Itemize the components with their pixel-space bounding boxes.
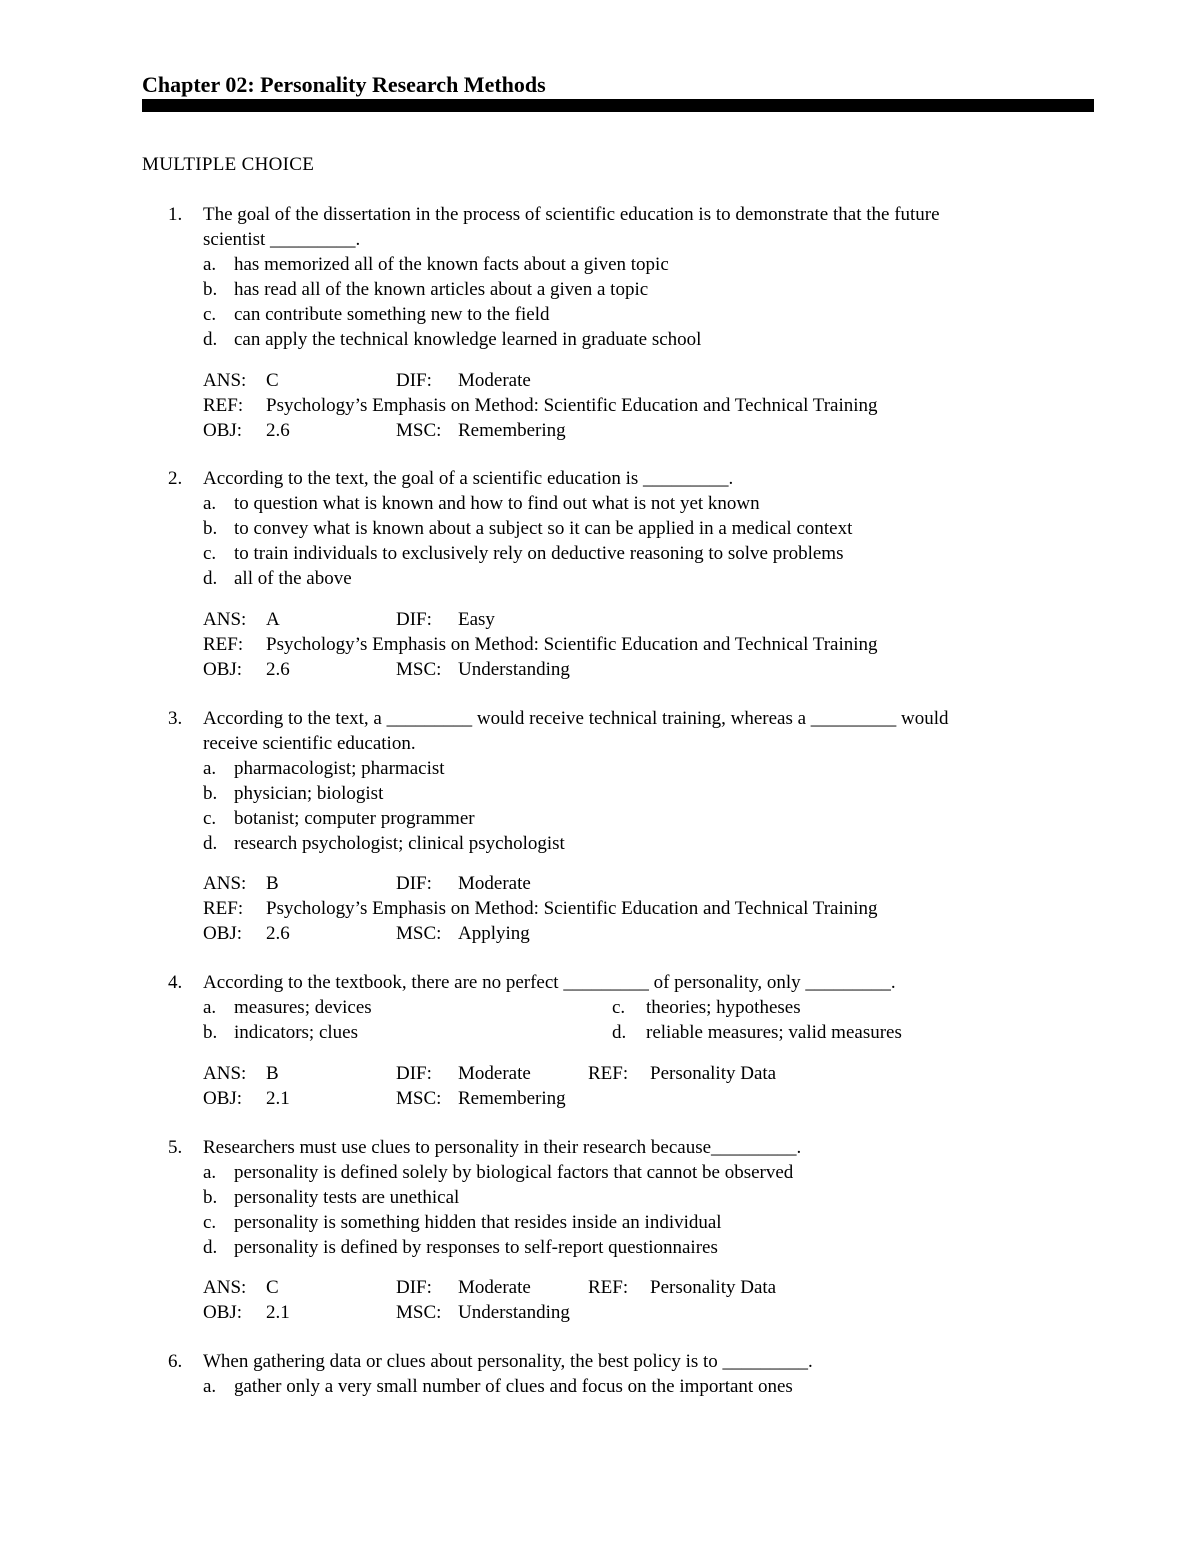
- option-letter: d.: [203, 1237, 218, 1258]
- dif-label: DIF:: [396, 1277, 432, 1298]
- ref-value: Personality Data: [650, 1277, 777, 1298]
- obj-label: OBJ:: [203, 923, 243, 944]
- option-letter: b.: [203, 279, 218, 300]
- option-letter: b.: [203, 518, 218, 539]
- option-text: botanist; computer programmer: [234, 808, 475, 829]
- option-text: has memorized all of the known facts about a given topic: [234, 254, 669, 275]
- obj-label: OBJ:: [203, 1302, 243, 1323]
- dif-label: DIF:: [396, 1063, 432, 1084]
- option-letter: b.: [203, 1022, 218, 1043]
- obj-value: 2.1: [266, 1302, 290, 1323]
- option-text: to convey what is known about a subject so it can be applied in a medical context: [234, 518, 853, 539]
- option-letter: c.: [203, 808, 217, 829]
- option-letter: a.: [203, 1162, 217, 1183]
- option-text: to question what is known and how to find out what is not yet known: [234, 493, 760, 514]
- msc-value: Remembering: [458, 420, 566, 441]
- ref-label: REF:: [203, 898, 244, 919]
- option-letter: a.: [203, 997, 217, 1018]
- obj-value: 2.6: [266, 420, 290, 441]
- question-stem: According to the text, the goal of a scientific education is _________.: [203, 468, 734, 489]
- option-text: to train individuals to exclusively rely on deductive reasoning to solve problems: [234, 543, 844, 564]
- option-letter: d.: [203, 329, 218, 350]
- option-text: reliable measures; valid measures: [646, 1022, 902, 1043]
- question-stem: According to the text, a _________ would receive technical training, whereas a _________ would: [203, 708, 949, 729]
- option-letter: b.: [203, 783, 218, 804]
- option-text: measures; devices: [234, 997, 372, 1018]
- option-text: physician; biologist: [234, 783, 384, 804]
- msc-label: MSC:: [396, 659, 442, 680]
- dif-value: Moderate: [458, 873, 531, 894]
- dif-value: Easy: [458, 609, 495, 630]
- obj-value: 2.6: [266, 659, 290, 680]
- question-number: 6.: [168, 1351, 183, 1372]
- option-letter: c.: [203, 543, 217, 564]
- ref-value: Personality Data: [650, 1063, 777, 1084]
- question-number: 2.: [168, 468, 183, 489]
- title-rule: [142, 99, 1094, 112]
- question-number: 1.: [168, 204, 183, 225]
- obj-label: OBJ:: [203, 659, 243, 680]
- question-stem: receive scientific education.: [203, 733, 416, 754]
- option-letter: c.: [203, 1212, 217, 1233]
- dif-label: DIF:: [396, 873, 432, 894]
- obj-value: 2.6: [266, 923, 290, 944]
- option-text: can contribute something new to the field: [234, 304, 550, 325]
- option-text: personality is defined by responses to self-report questionnaires: [234, 1237, 718, 1258]
- option-letter: a.: [203, 493, 217, 514]
- ans-label: ANS:: [203, 1277, 247, 1298]
- option-letter: c.: [612, 997, 626, 1018]
- msc-value: Applying: [458, 923, 530, 944]
- question-number: 4.: [168, 972, 183, 993]
- ref-value: Psychology’s Emphasis on Method: Scientific Education and Technical Training: [266, 395, 878, 416]
- msc-value: Remembering: [458, 1088, 566, 1109]
- msc-label: MSC:: [396, 1088, 442, 1109]
- option-letter: d.: [203, 568, 218, 589]
- ref-value: Psychology’s Emphasis on Method: Scientific Education and Technical Training: [266, 634, 878, 655]
- msc-value: Understanding: [458, 1302, 570, 1323]
- dif-value: Moderate: [458, 1277, 531, 1298]
- question-stem: The goal of the dissertation in the process of scientific education is to demonstrate that the future: [203, 204, 940, 225]
- chapter-title: Chapter 02: Personality Research Methods: [142, 72, 546, 97]
- option-text: indicators; clues: [234, 1022, 358, 1043]
- option-text: personality is something hidden that resides inside an individual: [234, 1212, 722, 1233]
- ref-label: REF:: [203, 634, 244, 655]
- option-text: theories; hypotheses: [646, 997, 801, 1018]
- msc-label: MSC:: [396, 1302, 442, 1323]
- ref-label: REF:: [588, 1277, 629, 1298]
- option-letter: a.: [203, 1376, 217, 1397]
- ref-label: REF:: [203, 395, 244, 416]
- option-text: all of the above: [234, 568, 352, 589]
- ans-label: ANS:: [203, 370, 247, 391]
- option-letter: d.: [612, 1022, 627, 1043]
- option-text: can apply the technical knowledge learned in graduate school: [234, 329, 702, 350]
- dif-label: DIF:: [396, 370, 432, 391]
- option-letter: d.: [203, 833, 218, 854]
- obj-label: OBJ:: [203, 420, 243, 441]
- ans-value: C: [266, 370, 279, 391]
- question-stem: According to the textbook, there are no perfect _________ of personality, only _________.: [203, 972, 896, 993]
- ans-value: A: [266, 609, 280, 630]
- question-stem: scientist _________.: [203, 229, 361, 250]
- obj-value: 2.1: [266, 1088, 290, 1109]
- section-heading: MULTIPLE CHOICE: [142, 154, 315, 175]
- dif-value: Moderate: [458, 370, 531, 391]
- question-number: 5.: [168, 1137, 183, 1158]
- ans-label: ANS:: [203, 1063, 247, 1084]
- option-letter: b.: [203, 1187, 218, 1208]
- ans-value: B: [266, 1063, 279, 1084]
- msc-label: MSC:: [396, 420, 442, 441]
- question-stem: When gathering data or clues about personality, the best policy is to _________.: [203, 1351, 813, 1372]
- option-text: has read all of the known articles about a given a topic: [234, 279, 649, 300]
- option-text: pharmacologist; pharmacist: [234, 758, 445, 779]
- ans-label: ANS:: [203, 609, 247, 630]
- option-letter: a.: [203, 254, 217, 275]
- question-number: 3.: [168, 708, 183, 729]
- option-letter: a.: [203, 758, 217, 779]
- msc-value: Understanding: [458, 659, 570, 680]
- dif-label: DIF:: [396, 609, 432, 630]
- ans-value: B: [266, 873, 279, 894]
- obj-label: OBJ:: [203, 1088, 243, 1109]
- ans-label: ANS:: [203, 873, 247, 894]
- msc-label: MSC:: [396, 923, 442, 944]
- question-stem: Researchers must use clues to personality in their research because_________.: [203, 1137, 802, 1158]
- option-text: personality tests are unethical: [234, 1187, 460, 1208]
- option-text: gather only a very small number of clues and focus on the important ones: [234, 1376, 793, 1397]
- option-text: research psychologist; clinical psychologist: [234, 833, 565, 854]
- ref-value: Psychology’s Emphasis on Method: Scientific Education and Technical Training: [266, 898, 878, 919]
- ans-value: C: [266, 1277, 279, 1298]
- option-text: personality is defined solely by biological factors that cannot be observed: [234, 1162, 794, 1183]
- dif-value: Moderate: [458, 1063, 531, 1084]
- option-letter: c.: [203, 304, 217, 325]
- ref-label: REF:: [588, 1063, 629, 1084]
